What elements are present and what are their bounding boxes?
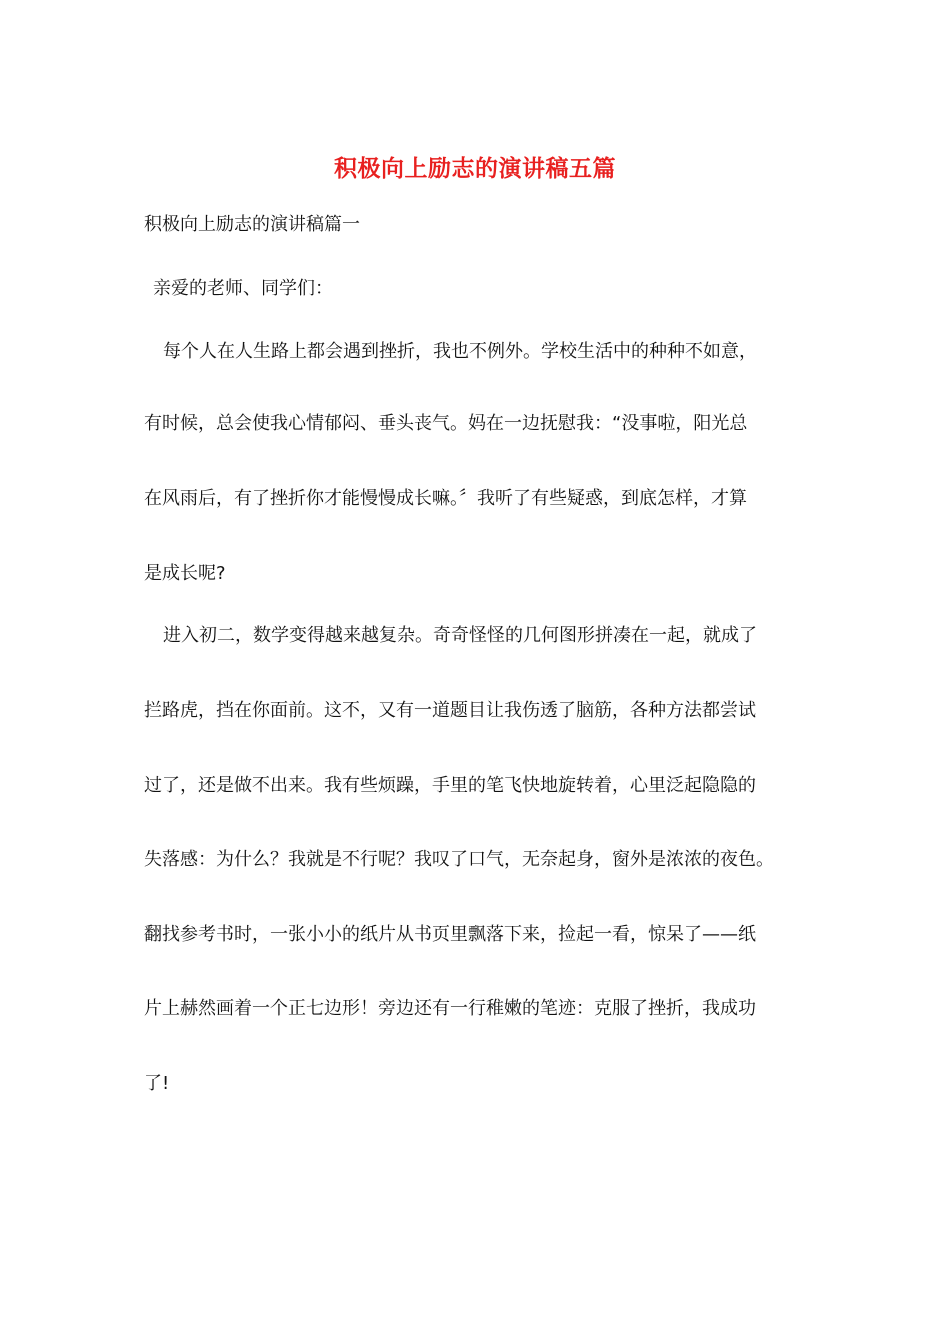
- greeting-line: 亲爱的老师、同学们：: [153, 278, 333, 299]
- paragraph-line: 进入初二，数学变得越来越复杂。奇奇怪怪的几何图形拼凑在一起，就成了: [163, 625, 757, 646]
- paragraph-line: 翻找参考书时，一张小小的纸片从书页里飘落下来，捡起一看，惊呆了——纸: [144, 924, 756, 945]
- document-title: 积极向上励志的演讲稿五篇: [334, 155, 616, 182]
- paragraph-line: 片上赫然画着一个正七边形！旁边还有一行稚嫩的笔迹：克服了挫折，我成功: [144, 998, 756, 1019]
- paragraph-line: 每个人在人生路上都会遇到挫折，我也不例外。学校生活中的种种不如意，: [163, 341, 757, 362]
- paragraph-line: 拦路虎，挡在你面前。这不，又有一道题目让我伤透了脑筋，各种方法都尝试: [144, 700, 756, 721]
- paragraph-line: 过了，还是做不出来。我有些烦躁，手里的笔飞快地旋转着，心里泛起隐隐的: [144, 775, 756, 796]
- paragraph-line: 有时候，总会使我心情郁闷、垂头丧气。妈在一边抚慰我：“没事啦，阳光总: [144, 413, 748, 434]
- paragraph-line: 失落感：为什么？我就是不行呢？我叹了口气，无奈起身，窗外是浓浓的夜色。: [144, 849, 774, 870]
- paragraph-line: 在风雨后，有了挫折你才能慢慢成长嘛。〞我听了有些疑惑，到底怎样，才算: [144, 488, 747, 509]
- paragraph-line: 了!: [144, 1073, 170, 1094]
- paragraph-line: 是成长呢?: [144, 563, 226, 584]
- section-heading: 积极向上励志的演讲稿篇一: [144, 214, 360, 235]
